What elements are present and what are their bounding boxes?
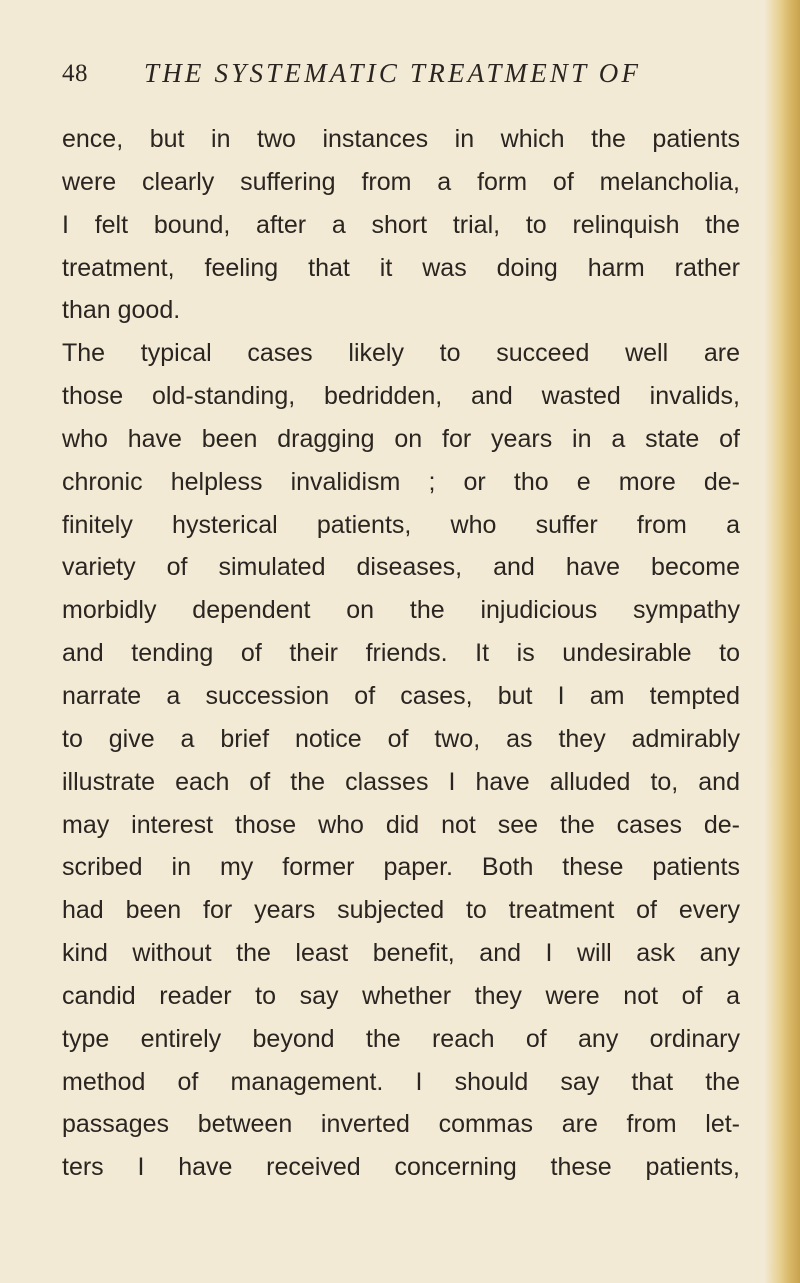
- text-line: candid reader to say whether they were not of a: [62, 981, 740, 1010]
- text-line: finitely hysterical patients, who suffer from a: [62, 510, 740, 539]
- text-line: to give a brief notice of two, as they admirably: [62, 724, 740, 753]
- text-line: I felt bound, after a short trial, to relinquish the: [62, 210, 740, 239]
- text-line: treatment, feeling that it was doing harm rather: [62, 253, 740, 282]
- text-line: method of management. I should say that the: [62, 1067, 740, 1096]
- text-line: ters I have received concerning these patients,: [62, 1153, 740, 1182]
- text-line: had been for years subjected to treatment of every: [62, 896, 740, 925]
- body-text: [62, 118, 740, 1189]
- page-number: 48: [62, 60, 88, 87]
- text-line: than good.: [62, 296, 181, 325]
- text-line: The typical cases likely to succeed well are: [62, 339, 740, 368]
- text-line: ence, but in two instances in which the patients: [62, 125, 740, 153]
- text-line: variety of simulated diseases, and have become: [62, 553, 740, 582]
- text-line: type entirely beyond the reach of any ordinary: [62, 1024, 740, 1053]
- text-line: kind without the least benefit, and I will ask any: [62, 939, 740, 968]
- page-edge-shading: [764, 0, 800, 1283]
- text-line: and tending of their friends. It is undesirable to: [62, 639, 740, 668]
- text-line: passages between inverted commas are from let-: [62, 1110, 740, 1139]
- text-line: those old-standing, bedridden, and wasted invalids,: [62, 382, 740, 411]
- text-line: scribed in my former paper. Both these patients: [62, 853, 740, 882]
- text-line: were clearly suffering from a form of melancholia,: [62, 167, 740, 196]
- text-line: illustrate each of the classes I have alluded to, and: [62, 767, 740, 796]
- text-line: who have been dragging on for years in a state of: [62, 424, 740, 453]
- running-title: THE SYSTEMATIC TREATMENT OF: [144, 58, 642, 88]
- text-line: may interest those who did not see the cases de-: [62, 810, 740, 839]
- text-line: chronic helpless invalidism ; or tho e more de-: [62, 467, 740, 496]
- running-header: [62, 56, 742, 96]
- text-line: morbidly dependent on the injudicious sympathy: [62, 596, 740, 625]
- text-line: narrate a succession of cases, but I am tempted: [62, 681, 740, 710]
